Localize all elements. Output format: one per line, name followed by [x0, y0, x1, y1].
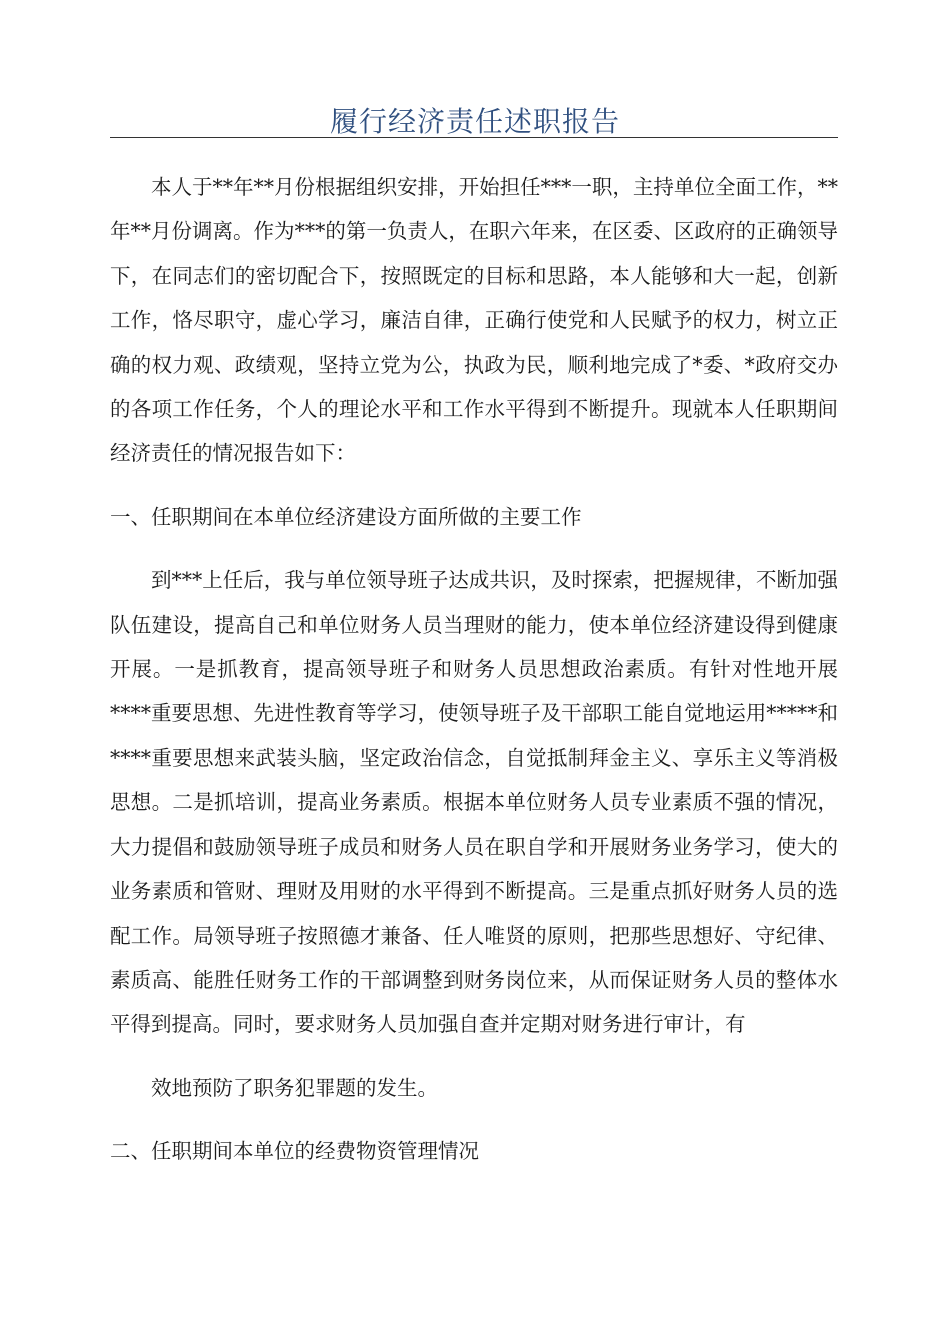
paragraph-section-1: 到***上任后，我与单位领导班子达成共识，及时探索，把握规律，不断加强队伍建设，提高自己和单位财务人员当理财的能力，使本单位经济建设得到健康开展。一是抓教育，提高领导班子和财务人员思想政治素质。有针对性地开展****重要思想、先进性教育等学习，使领导班子及干部职工能自觉地运用*****和****重要思想来武装头脑，坚定政治信念，自觉抵制拜金主义、享乐主义等消极思想。二是抓培训，提高业务素质。根据本单位财务人员专业素质不强的情况，大力提倡和鼓励领导班子成员和财务人员在职自学和开展财务业务学习，使大的业务素质和管财、理财及用财的水平得到不断提高。三是重点抓好财务人员的选配工作。局领导班子按照德才兼备、任人唯贤的原则，把那些思想好、守纪律、素质高、能胜任财务工作的干部调整到财务岗位来，从而保证财务人员的整体水平得到提高。同时，要求财务人员加强自查并定期对财务进行审计，有: [110, 568, 838, 1037]
title-underline: [110, 137, 838, 138]
section-heading-2: 二、任职期间本单位的经费物资管理情况: [110, 1139, 479, 1164]
paragraph-continuation: 效地预防了职务犯罪题的发生。: [151, 1075, 438, 1100]
document-title: 履行经济责任述职报告: [329, 105, 620, 138]
paragraph-gap: [110, 539, 838, 558]
paragraph-gap: [110, 1047, 838, 1066]
paragraph-gap: [110, 1110, 838, 1129]
document-body: [110, 165, 838, 1174]
section-heading-1: 一、任职期间在本单位经济建设方面所做的主要工作: [110, 504, 582, 529]
paragraph-intro: 本人于**年**月份根据组织安排，开始担任***一职，主持单位全面工作，**年**月份调离。作为***的第一负责人，在职六年来，在区委、区政府的正确领导下，在同志们的密切配合下，按照既定的目标和思路，本人能够和大一起，创新工作，恪尽职守，虚心学习，廉洁自律，正确行使党和人民赋予的权力，树立正确的权力观、政绩观，坚持立党为公，执政为民，顺利地完成了*委、*政府交办的各项工作任务，个人的理论水平和工作水平得到不断提升。现就本人任职期间经济责任的情况报告如下：: [110, 175, 838, 466]
paragraph-gap: [110, 476, 838, 495]
